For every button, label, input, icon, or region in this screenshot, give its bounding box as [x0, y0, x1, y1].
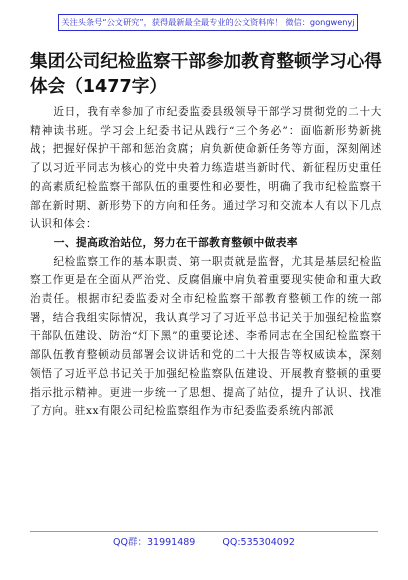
footer-divider [30, 531, 378, 532]
intro-paragraph: 近日，我有幸参加了市纪委监委县级领导干部学习贯彻党的二十大精神读书班。学习会上纪委书记从践行“三个务必”：面临新形势新挑战；把握好保护干部和惩治贪腐；肩负新使命新任务等方面，深刻阐述了以习近平同志为核心的党中央着力练造堪当新时代、新征程历史重任的高素质纪检监察干部队伍的重要性和必要性，明确了我市纪检监察干部在新时期、新形势下的方向和任务。通过学习和交流本人有以下几点认识和体会： [30, 106, 382, 231]
qq-contact-link[interactable]: QQ:535304092 [222, 537, 295, 548]
qq-group-link[interactable]: QQ群：31991489 [113, 537, 196, 548]
section-paragraph: 纪检监察工作的基本职责、第一职责就是监督，尤其是基层纪检监察工作更是在全面从严治党、反腐倡廉中肩负着重要现实使命和重大政治责任。根据市纪委监委对全市纪检监察干部教育整顿工作的统一部署，结合我组实际情况，我认真学习了习近平总书记关于加强纪检监察干部队伍建设、防治“灯下黑”的重要论述、李希同志在全国纪检监察干部队伍教育整顿动员部署会议讲话和党的二十大报告等权威读本，深刻领悟了习近平总书记关于加强纪检监察队伍建设、开展教育整顿的重要指示批示精神。更进一步统一了思想、提高了站位，提升了认识、找准了方向。驻xx有限公司纪检监察组作为市纪委监委系统内部派 [30, 255, 382, 418]
header-banner: 关注头条号“公文研究”，获得最新最全最专业的公文资料库！ 微信：gongwenyj [58, 14, 358, 31]
document-title: 集团公司纪检监察干部参加教育整顿学习心得体会（1477字） [30, 52, 382, 97]
document-body [30, 103, 382, 421]
section-heading: 一、提高政治站位，努力在干部教育整顿中做表率 [53, 235, 298, 249]
page-footer [0, 534, 408, 552]
